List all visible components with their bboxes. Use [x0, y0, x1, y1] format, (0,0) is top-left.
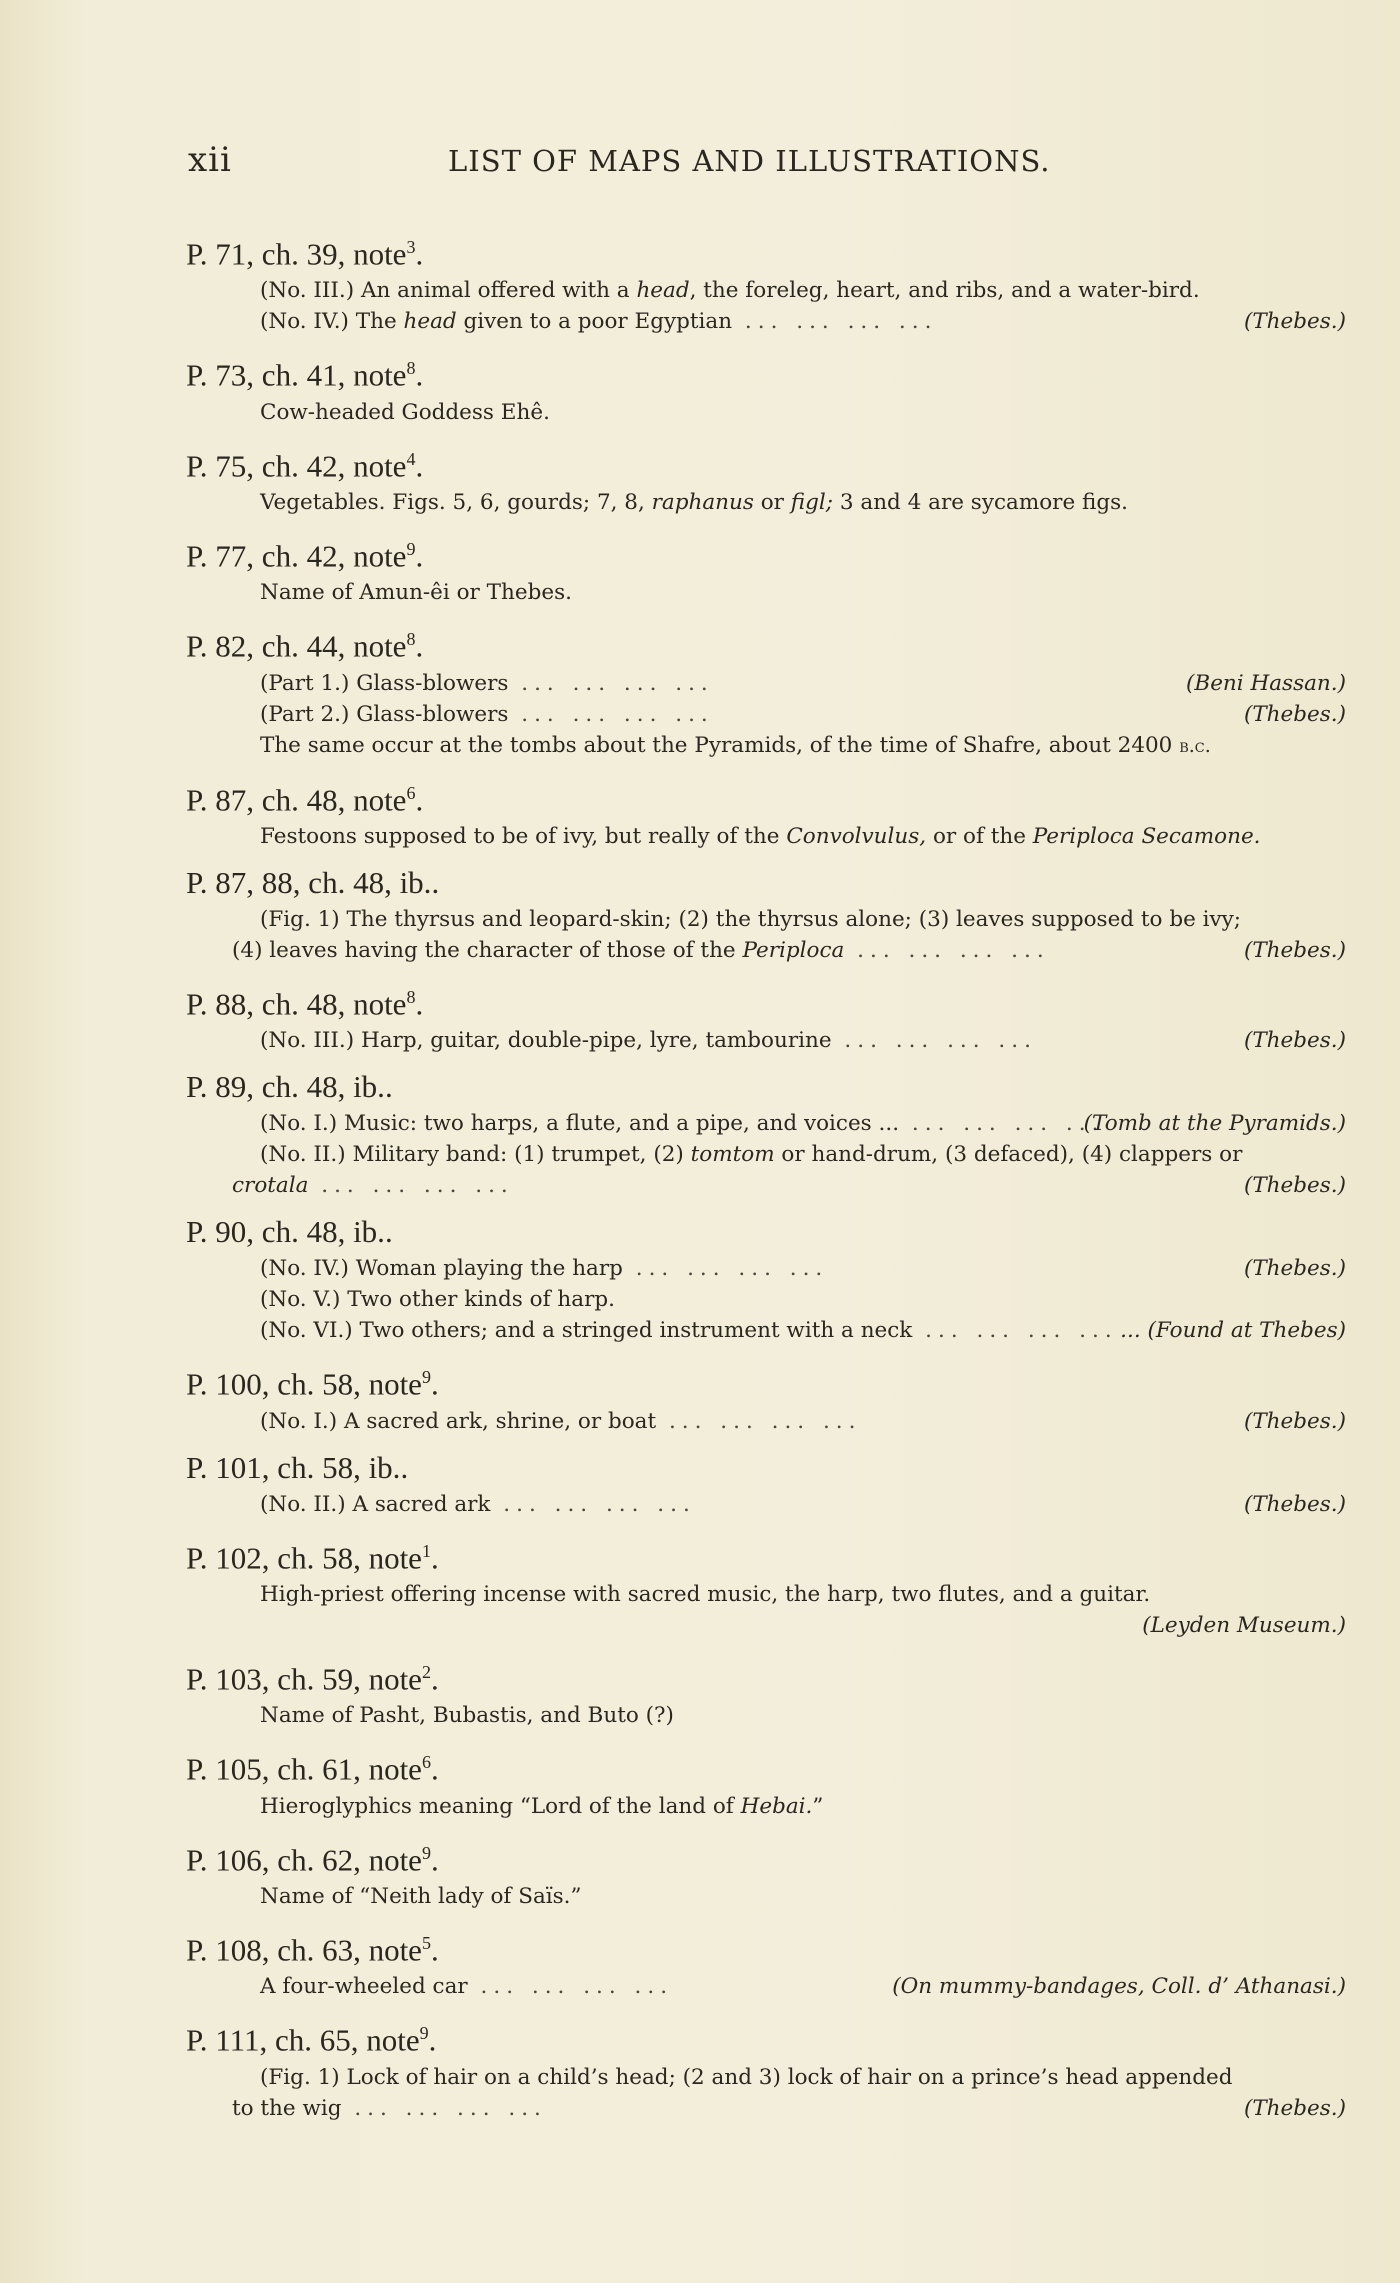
entry-reference: P. 75, ch. 42, note$^4$.	[186, 447, 424, 483]
leader-dots: ... ... ... ...	[732, 309, 938, 335]
entry-description	[186, 1108, 1356, 1139]
entry-description	[186, 1610, 1356, 1641]
italic-term: figl;	[790, 489, 834, 515]
italic-term: Periploca	[742, 937, 845, 963]
description-text: (No. I.) Music: two harps, a flute, and a pipe, and voices ...	[260, 1111, 900, 1137]
entry-description	[186, 2062, 1356, 2093]
entry-reference: P. 90, ch. 48, ib..	[186, 1214, 393, 1250]
entry-description	[186, 1406, 1356, 1437]
entry-ref-text: P. 75, ch. 42, note	[186, 447, 407, 483]
description-text: (Part 2.) Glass-blowers	[260, 701, 509, 727]
entry-description	[186, 668, 1356, 699]
description-text: (Part 1.) Glass-blowers	[260, 670, 509, 696]
entry-description	[186, 2093, 1356, 2124]
note-number: 2	[421, 1661, 431, 1682]
illustration-list	[186, 226, 1356, 2134]
italic-term: tomtom	[690, 1142, 775, 1168]
entry-description	[186, 1025, 1356, 1056]
leader-dots: ... ... ... ...	[912, 1318, 1118, 1344]
list-entry	[186, 1651, 1356, 1731]
description-text: (No. II.) Military band: (1) trumpet, (2)	[260, 1142, 691, 1168]
entry-description	[186, 1139, 1356, 1170]
italic-term: head	[403, 309, 457, 335]
entry-description	[186, 487, 1356, 518]
entry-reference: P. 108, ch. 63, note$^5$.	[186, 1932, 439, 1968]
entry-ref-text: P. 90, ch. 48, ib.	[186, 1214, 385, 1250]
description-text: The same occur at the tombs about the Pyramids, of the time of Shafre, about 2400	[260, 732, 1180, 758]
note-number: 6	[421, 1752, 431, 1773]
italic-term: head	[636, 278, 690, 304]
note-number: 9	[419, 2023, 429, 2044]
entry-reference: P. 111, ch. 65, note$^9$.	[186, 2022, 437, 2058]
leader-dots: ... ... ... ...	[831, 1028, 1037, 1054]
source-location: (Beni Hassan.)	[1186, 670, 1346, 696]
description-text: (No. I.) A sacred ark, shrine, or boat	[260, 1408, 657, 1434]
entry-reference: P. 82, ch. 44, note$^8$.	[186, 628, 424, 664]
list-entry	[186, 347, 1356, 427]
list-entry	[186, 226, 1356, 337]
description-text: Name of Pasht, Bubastis, and Buto (?)	[260, 1703, 674, 1729]
description-text: Cow-headed Goddess Ehê.	[260, 399, 550, 425]
source-location: (Tomb at the Pyramids.)	[1083, 1111, 1346, 1137]
entry-reference: P. 73, ch. 41, note$^8$.	[186, 357, 424, 393]
entry-reference: P. 103, ch. 59, note$^2$.	[186, 1661, 439, 1697]
leader-dots: ... ... ... ...	[490, 1491, 696, 1517]
entry-ref-text: P. 82, ch. 44, note	[186, 628, 407, 664]
list-entry	[186, 1447, 1356, 1520]
italic-term: Periploca Secamone.	[1032, 823, 1261, 849]
page-header	[188, 140, 1088, 190]
entry-ref-text: P. 101, ch. 58, ib.	[186, 1449, 401, 1485]
entry-description	[186, 1579, 1356, 1610]
entry-description	[186, 699, 1356, 730]
italic-term: raphanus	[651, 489, 754, 515]
description-text: (Fig. 1) Lock of hair on a child’s head; (2 and 3) lock of hair on a prince’s head appended	[260, 2064, 1233, 2090]
description-text: (No. III.) Harp, guitar, double-pipe, lyre, tambourine	[260, 1028, 832, 1054]
description-text: (No. IV.) Woman playing the harp	[260, 1256, 623, 1282]
entry-ref-text: P. 71, ch. 39, note	[186, 236, 407, 272]
entry-reference: P. 101, ch. 58, ib..	[186, 1449, 409, 1485]
source-location: (Thebes.)	[1243, 1408, 1346, 1434]
note-number: 8	[406, 629, 416, 650]
leader-dots: ... ... ... ...	[844, 937, 1050, 963]
description-text: , the foreleg, heart, and ribs, and a water-bird.	[689, 278, 1200, 304]
entry-description	[186, 1700, 1356, 1731]
source-location: ... (Found at Thebes)	[1120, 1318, 1346, 1344]
entry-ref-text: P. 103, ch. 59, note	[186, 1661, 422, 1697]
description-text: (No. III.) An animal offered with a	[260, 278, 637, 304]
entry-reference: P. 87, 88, ch. 48, ib..	[186, 864, 440, 900]
entry-ref-text: P. 77, ch. 42, note	[186, 538, 407, 574]
note-number: 1	[421, 1540, 431, 1561]
note-number: 4	[406, 448, 416, 469]
source-location: (On mummy-bandages, Coll. d’ Athanasi.)	[892, 1974, 1346, 2000]
description-text: (No. II.) A sacred ark	[260, 1491, 491, 1517]
entry-reference: P. 89, ch. 48, ib..	[186, 1069, 393, 1105]
small-caps-text: b.c.	[1179, 734, 1211, 757]
entry-ref-text: P. 108, ch. 63, note	[186, 1932, 422, 1968]
entry-ref-text: P. 102, ch. 58, note	[186, 1539, 422, 1575]
page-title: LIST OF MAPS AND ILLUSTRATIONS.	[448, 144, 1051, 178]
source-location: (Thebes.)	[1243, 937, 1346, 963]
entry-reference: P. 105, ch. 61, note$^6$.	[186, 1751, 439, 1787]
source-location: (Thebes.)	[1243, 1491, 1346, 1517]
leader-dots: ... ... ... ...	[622, 1256, 829, 1282]
entry-description	[186, 730, 1356, 762]
description-text: given to a poor Egyptian	[456, 309, 733, 335]
entry-description	[186, 1881, 1356, 1912]
entry-description	[186, 1315, 1356, 1346]
entry-description	[186, 275, 1356, 306]
source-location: (Thebes.)	[1243, 1256, 1346, 1282]
source-location: (Thebes.)	[1243, 1173, 1346, 1199]
entry-reference: P. 100, ch. 58, note$^9$.	[186, 1366, 439, 1402]
entry-reference: P. 88, ch. 48, note$^8$.	[186, 986, 424, 1022]
italic-term: Convolvulus,	[786, 823, 927, 849]
list-entry	[186, 976, 1356, 1056]
entry-description	[186, 1489, 1356, 1520]
leader-dots: ... ... ... ...	[508, 701, 714, 727]
description-text: (No. IV.) The	[260, 309, 404, 335]
note-number: 8	[406, 986, 416, 1007]
entry-description	[186, 821, 1356, 852]
entry-ref-text: P. 111, ch. 65, note	[186, 2022, 420, 2058]
note-number: 6	[406, 782, 416, 803]
entry-ref-text: P. 73, ch. 41, note	[186, 357, 407, 393]
list-entry	[186, 2012, 1356, 2123]
entry-ref-text: P. 89, ch. 48, ib.	[186, 1069, 385, 1105]
note-number: 5	[421, 1932, 431, 1953]
description-text: or of the	[926, 823, 1033, 849]
leader-dots: ... ... ... ...	[467, 1974, 674, 2000]
source-location: (Thebes.)	[1243, 1028, 1346, 1054]
entry-reference: P. 77, ch. 42, note$^9$.	[186, 538, 424, 574]
entry-reference: P. 71, ch. 39, note$^3$.	[186, 236, 424, 272]
note-number: 9	[421, 1367, 431, 1388]
entry-reference: P. 102, ch. 58, note$^1$.	[186, 1539, 439, 1575]
entry-description	[186, 1971, 1356, 2002]
list-entry	[186, 528, 1356, 608]
description-text: Hieroglyphics meaning “Lord of the land of	[260, 1793, 741, 1819]
description-text: (4) leaves having the character of those of the	[232, 937, 743, 963]
list-entry	[186, 1741, 1356, 1821]
source-location: (Thebes.)	[1243, 309, 1346, 335]
description-text: (Fig. 1) The thyrsus and leopard-skin; (2) the thyrsus alone; (3) leaves supposed to be ivy;	[260, 906, 1242, 932]
list-entry	[186, 438, 1356, 518]
leader-dots: ... ... ... ...	[341, 2095, 547, 2121]
entry-reference: P. 87, ch. 48, note$^6$.	[186, 781, 424, 817]
list-entry	[186, 1356, 1356, 1436]
page-number: xii	[188, 140, 232, 180]
entry-description	[186, 1791, 1356, 1822]
entry-description	[186, 904, 1356, 935]
description-text: Name of Amun-êi or Thebes.	[260, 580, 572, 606]
leader-dots: ... ... ... ...	[899, 1111, 1105, 1137]
entry-description	[186, 397, 1356, 428]
leader-dots: ... ... ... ...	[508, 670, 714, 696]
leader-dots: ... ... ... ...	[308, 1173, 514, 1199]
list-entry	[186, 1211, 1356, 1346]
entry-ref-text: P. 106, ch. 62, note	[186, 1841, 422, 1877]
leader-dots: ... ... ... ...	[656, 1408, 862, 1434]
list-entry	[186, 862, 1356, 966]
italic-term: crotala	[232, 1173, 309, 1199]
description-text: Vegetables. Figs. 5, 6, gourds; 7, 8,	[260, 489, 652, 515]
entry-ref-text: P. 87, ch. 48, note	[186, 781, 407, 817]
description-text: Festoons supposed to be of ivy, but really of the	[260, 823, 787, 849]
italic-term: Hebai.	[740, 1793, 813, 1819]
italic-term: (Leyden Museum.)	[1142, 1612, 1346, 1638]
entry-description	[186, 577, 1356, 608]
entry-ref-text: P. 105, ch. 61, note	[186, 1751, 422, 1787]
entry-ref-text: P. 88, ch. 48, note	[186, 986, 407, 1022]
entry-reference: P. 106, ch. 62, note$^9$.	[186, 1841, 439, 1877]
description-text: to the wig	[232, 2095, 342, 2121]
note-number: 3	[406, 237, 416, 257]
entry-ref-text: P. 87, 88, ch. 48, ib.	[186, 864, 432, 900]
list-entry	[186, 618, 1356, 761]
description-text: Name of “Neith lady of Saïs.”	[260, 1883, 582, 1909]
note-number: 9	[406, 538, 416, 559]
list-entry	[186, 1832, 1356, 1912]
source-location: (Thebes.)	[1243, 701, 1346, 727]
list-entry	[186, 772, 1356, 852]
note-number: 8	[406, 358, 416, 379]
entry-ref-text: P. 100, ch. 58, note	[186, 1366, 422, 1402]
list-entry	[186, 1066, 1356, 1201]
entry-description	[186, 306, 1356, 337]
note-number: 9	[421, 1842, 431, 1863]
entry-description	[186, 935, 1356, 966]
entry-description	[186, 1170, 1356, 1201]
description-text: or hand-drum, (3 defaced), (4) clappers or	[774, 1142, 1243, 1168]
description-text: High-priest offering incense with sacred music, the harp, two flutes, and a guitar.	[260, 1581, 1151, 1607]
description-text: (No. V.) Two other kinds of harp.	[260, 1287, 615, 1313]
description-text: ”	[812, 1793, 824, 1819]
source-location: (Thebes.)	[1243, 2095, 1346, 2121]
description-text: (No. VI.) Two others; and a stringed instrument with a neck	[260, 1318, 913, 1344]
description-text: or	[753, 489, 791, 515]
entry-description	[186, 1253, 1356, 1284]
list-entry	[186, 1922, 1356, 2002]
list-entry	[186, 1530, 1356, 1641]
entry-description	[186, 1284, 1356, 1315]
description-text: 3 and 4 are sycamore figs.	[833, 489, 1128, 515]
description-text: A four-wheeled car	[260, 1974, 468, 2000]
